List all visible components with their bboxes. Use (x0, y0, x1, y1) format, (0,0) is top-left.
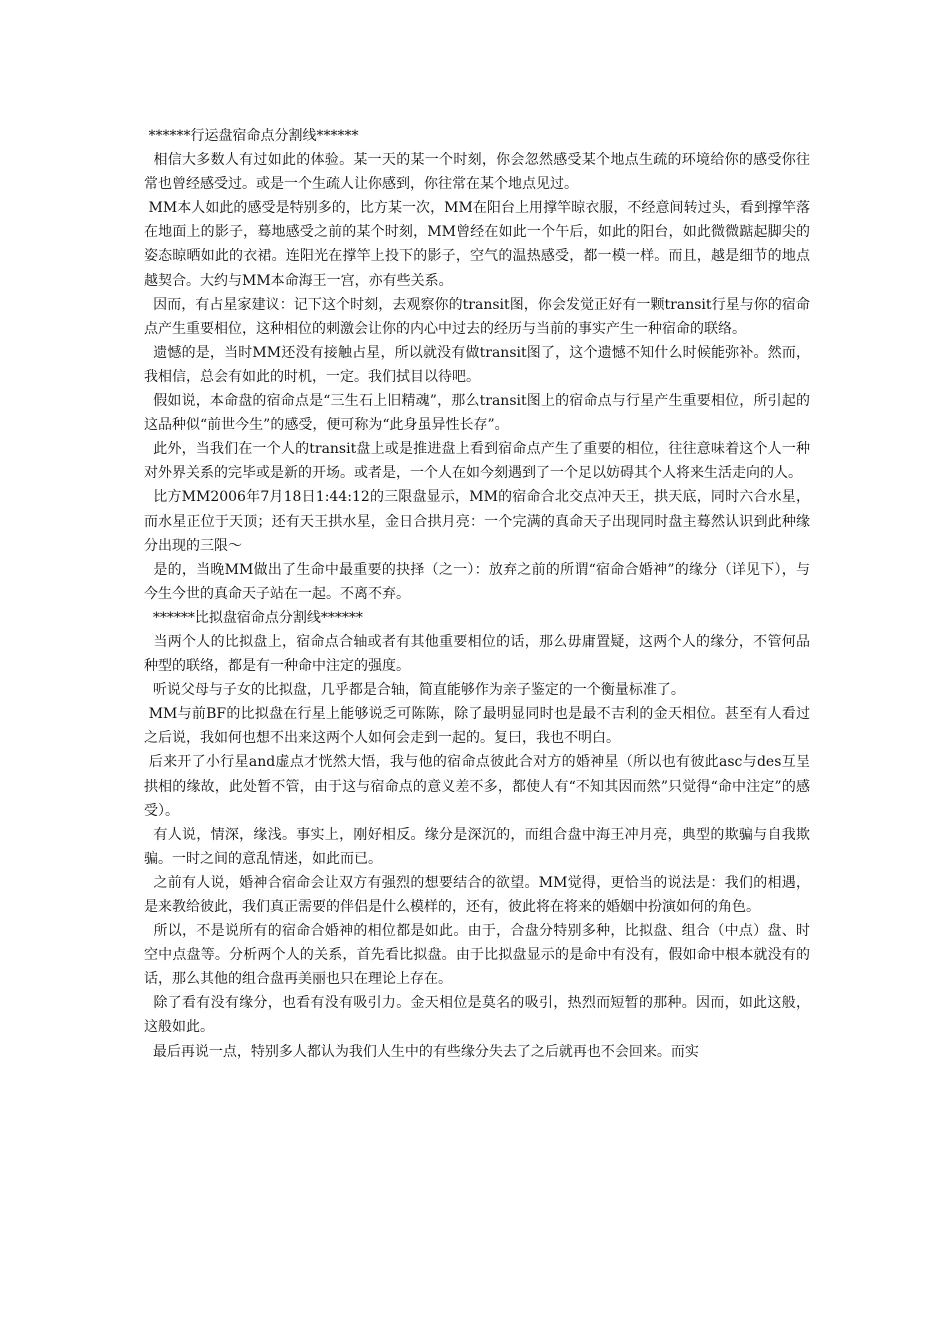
paragraph: 假如说，本命盘的宿命点是“三生石上旧精魂”，那么transit图上的宿命点与行星产生重要相位，所引起的这品种似“前世今生”的感受，便可称为“此身虽异性长存”。 (144, 393, 810, 434)
paragraph: 最后再说一点，特别多人都认为我们人生中的有些缘分失去了之后就再也不会回来。而实 (144, 1043, 699, 1060)
paragraph: 相信大多数人有过如此的体验。某一天的某一个时刻，你会忽然感受某个地点生疏的环境给你的感受你往常也曾经感受过。或是一个生疏人让你感到，你往常在某个地点见过。 (144, 152, 811, 193)
paragraph: 之前有人说，婚神合宿命会让双方有强烈的想要结合的欲望。MM觉得，更恰当的说法是：我们的相遇，是来教给彼此，我们真正需要的伴侣是什么模样的，还有，彼此将在将来的婚姻中扮演如何的角色。 (144, 874, 811, 915)
paragraph: 是的，当晚MM做出了生命中最重要的抉择（之一）：放弃之前的所谓“宿命合婚神”的缘分（详见下），与今生今世的真命天子站在一起。不离不弃。 (144, 561, 810, 602)
paragraph: 后来开了小行星and虚点才恍然大悟，我与他的宿命点彼此合对方的婚神星（所以也有彼此asc与des互呈拱相的缘故，此处暂不管，由于这与宿命点的意义差不多，都使人有“不知其因而然”只觉得“命中注定”的感受）。 (144, 754, 810, 819)
paragraph: 比方MM2006年7月18日1:44:12的三限盘显示，MM的宿命合北交点冲天王，拱天底，同时六合水星，而水星正位于天顶；还有天王拱水星，金日合拱月亮：一个完满的真命天子出现同时盘主蓦然认识到此种缘分出现的三限～ (144, 489, 810, 554)
paragraph: 听说父母与子女的比拟盘，几乎都是合轴，简直能够作为亲子鉴定的一个衡量标准了。 (144, 682, 685, 699)
paragraph: 因而，有占星家建议：记下这个时刻，去观察你的transit图，你会发觉正好有一颗transit行星与你的宿命点产生重要相位，这种相位的刺激会让你的内心中过去的经历与当前的事实产生一种宿命的联络。 (144, 296, 811, 337)
paragraph: MM与前BF的比拟盘在行星上能够说乏可陈陈，除了最明显同时也是最不吉利的金天相位。甚至有人看过之后说，我如何也想不出来这两个人如何会走到一起的。复曰，我也不明白。 (144, 706, 811, 747)
paragraph: 当两个人的比拟盘上，宿命点合轴或者有其他重要相位的话，那么毋庸置疑，这两个人的缘分，不管何品种型的联络，都是有一种命中注定的强度。 (144, 633, 811, 675)
paragraph: 有人说，情深，缘浅。事实上，刚好相反。缘分是深沉的，而组合盘中海王冲月亮，典型的欺骗与自我欺骗。一时之间的意乱情迷，如此而已。 (144, 826, 811, 867)
paragraph-transit-heading: ******行运盘宿命点分割线****** (144, 128, 359, 144)
paragraph: 所以，不是说所有的宿命合婚神的相位都是如此。由于，合盘分特别多种，比拟盘、组合（中点）盘、时空中点盘等。分析两个人的关系，首先看比拟盘。由于比拟盘显示的是命中有没有，假如命中根本就没有的话，那么其他的组合盘再美丽也只在理论上存在。 (144, 923, 811, 988)
paragraph-synastry-heading: ******比拟盘宿命点分割线****** (144, 609, 363, 626)
paragraph: MM本人如此的感受是特别多的，比方某一次，MM在阳台上用撑竿晾衣服，不经意间转过头，看到撑竿落在地面上的影子，蓦地感受之前的某个时刻，MM曾经在如此一个午后，如此的阳台，如此微微踮起脚尖的姿态晾晒如此的衣裙。连阳光在撑竿上投下的影子，空气的温热感受，都一模一样。而且，越是细节的地点越契合。大约与MM本命海王一宫，亦有些关系。 (144, 200, 810, 289)
paragraph: 遗憾的是，当时MM还没有接触占星，所以就没有做transit图了，这个遗憾不知什么时候能弥补。然而，我相信，总会有如此的时机，一定。我们拭目以待吧。 (144, 344, 811, 385)
paragraph: 此外，当我们在一个人的transit盘上或是推进盘上看到宿命点产生了重要的相位，往往意味着这个人一种对外界关系的完毕或是新的开场。或者是，一个人在如今刻遇到了一个足以妨碍其个人将来生活走向的人。 (144, 441, 810, 482)
document-body (144, 124, 810, 1064)
paragraph: 除了看有没有缘分，也看有没有吸引力。金天相位是莫名的吸引，热烈而短暂的那种。因而，如此这般，这般如此。 (144, 995, 811, 1036)
